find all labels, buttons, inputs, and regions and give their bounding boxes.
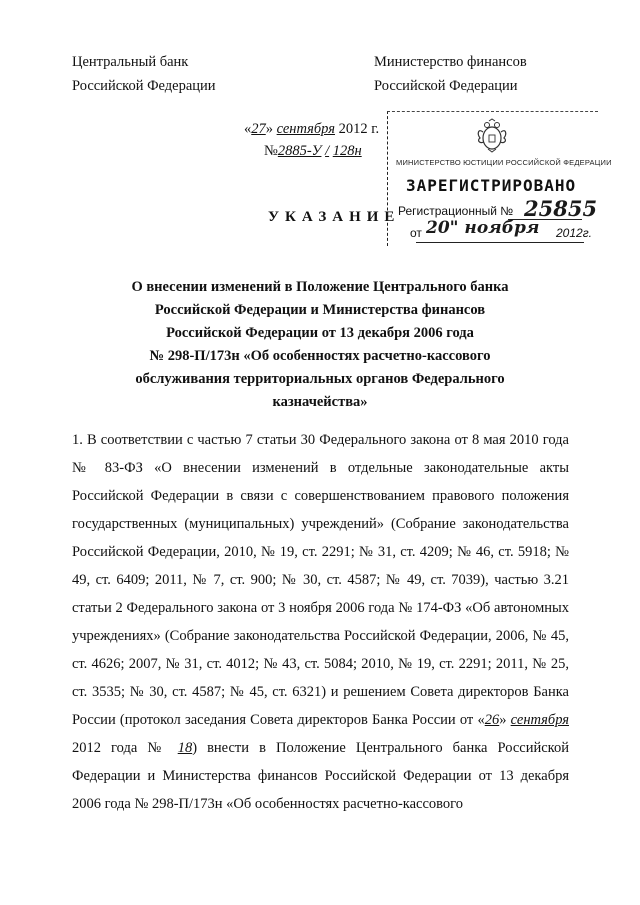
number-minfin: 128н <box>332 143 362 159</box>
document-title <box>60 276 580 414</box>
date-year: 2012 г. <box>338 121 380 137</box>
stamp-from-year: 2012г. <box>556 226 592 240</box>
stamp-from-label: от <box>410 226 422 240</box>
body-paragraph-1 <box>72 426 569 818</box>
document-date <box>244 118 379 140</box>
meeting-day: 26 <box>484 712 500 728</box>
registration-stamp <box>387 111 612 246</box>
stamp-ministry: МИНИСТЕРСТВО ЮСТИЦИИ РОССИЙСКОЙ ФЕДЕРАЦИИ <box>396 158 612 167</box>
stamp-regno-value: 25855 <box>524 196 598 221</box>
date-month: сентября <box>276 121 335 137</box>
stamp-from-value: 20" ноября <box>426 218 540 238</box>
title-line-1: О внесении изменений в Положение Центрального банка <box>131 279 509 295</box>
date-close-quote: » <box>265 121 273 137</box>
title-line-3: Российской Федерации от 13 декабря 2006 года <box>166 325 474 341</box>
title-line-4: № 298-П/173н «Об особенностях расчетно-кассового <box>149 348 491 364</box>
body-part-4: ) внести в Положение Центрального банка Российской Федерации и Министерства финансов Российской Федерации от 13 декабря 2006 года № 298-П/173н «Об особенностях расчетно-кассового <box>72 740 569 812</box>
title-line-6: казначейства» <box>272 394 368 410</box>
body-part-1: 1. В соответствии с частью 7 статьи 30 Федерального закона от 8 мая 2010 года № 83-ФЗ «О внесении изменений в отдельные законодательные акты Российской Федерации в связи с совершенствованием правового положения государственных (муниципальных) учреждений» (Собрание законодательства Российской Федерации, 2010, № 19, ст. 2291; № 31, ст. 4209; № 46, ст. 5918; № 49, ст. 6409; 2011, № 7, ст. 900; № 30, ст. 4587; № 49, ст. 7039), частью 3.21 статьи 2 Федерального закона от 3 ноября 2006 года № 174-ФЗ «Об автономных учреждениях» (Собрание законодательства Российской Федерации, 2006, № 45, ст. 4626; 2007, № 31, ст. 4012; № 43, ст. 5084; 2010, № 19, ст. 2291; 2011, № 25, ст. 3535; № 30, ст. 4587; № 45, ст. 6321) и решением Совета директоров Банка России (протокол заседания Совета директоров Банка России от « <box>72 432 569 728</box>
document-type: УКАЗАНИЕ <box>268 209 401 225</box>
issuer-right <box>374 50 527 98</box>
date-number-block <box>244 118 379 162</box>
stamp-date-underline <box>416 242 584 243</box>
issuer-left <box>72 50 216 98</box>
issuer-left-line1: Центральный банк <box>72 54 189 70</box>
body-part-2: » <box>499 712 511 728</box>
date-open-quote: « <box>244 121 252 137</box>
number-cbr: 2885-У <box>277 143 322 159</box>
stamp-registered: ЗАРЕГИСТРИРОВАНО <box>406 176 577 195</box>
meeting-month: сентября <box>510 712 569 728</box>
double-headed-eagle-emblem-icon <box>474 118 510 154</box>
number-separator: / <box>325 143 330 159</box>
meeting-number: 18 <box>177 740 193 756</box>
number-prefix: № <box>264 143 278 159</box>
issuer-left-line2: Российской Федерации <box>72 78 216 94</box>
document-number <box>244 140 379 162</box>
body-part-3: 2012 года № <box>72 740 178 756</box>
title-line-5: обслуживания территориальных органов Федерального <box>135 371 505 387</box>
stamp-regno-label: Регистрационный № <box>398 204 514 218</box>
title-line-2: Российской Федерации и Министерства финансов <box>154 302 486 318</box>
issuer-right-line2: Российской Федерации <box>374 78 518 94</box>
date-day: 27 <box>251 121 266 137</box>
issuer-right-line1: Министерство финансов <box>374 54 527 70</box>
